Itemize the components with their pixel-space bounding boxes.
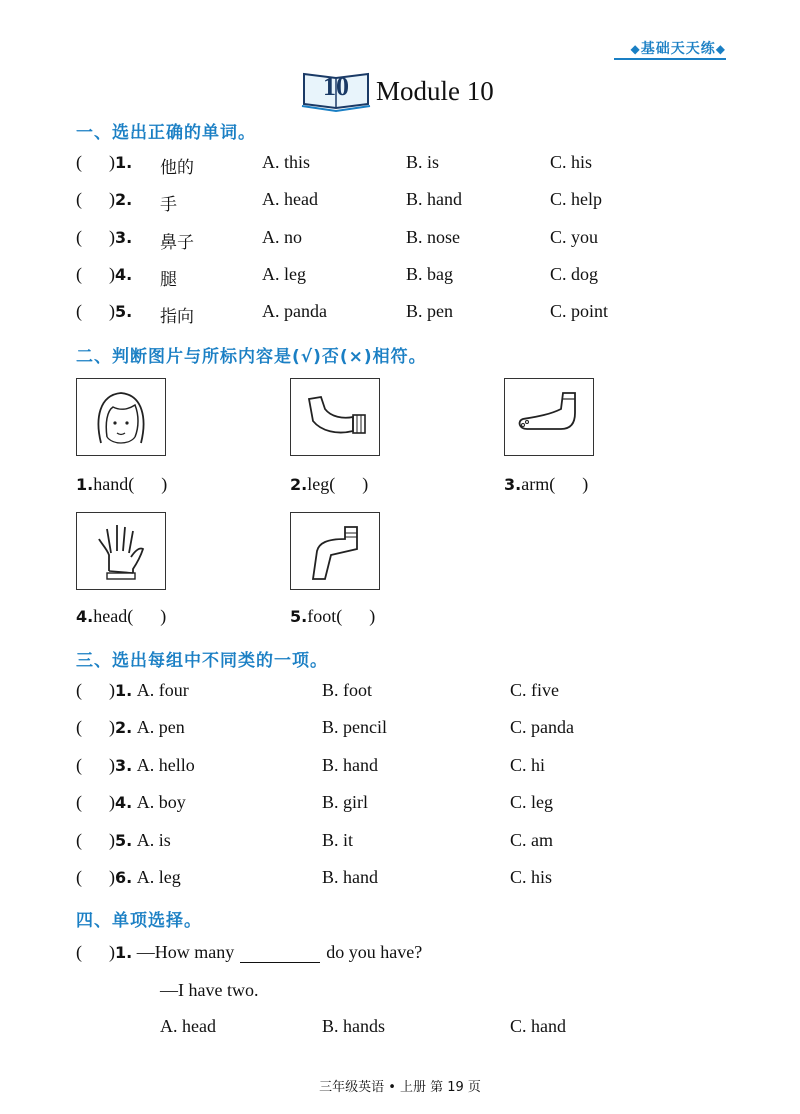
question-number: 3.	[115, 756, 133, 775]
picture-caption	[504, 474, 588, 495]
question-number: 5.	[115, 302, 133, 321]
option-a: A. pen	[136, 717, 185, 737]
option-a: A. this	[262, 152, 311, 172]
answer-blank[interactable]: ( )	[76, 264, 115, 284]
caption-word: hand	[93, 474, 129, 494]
picture-caption	[76, 474, 167, 495]
picture-box	[290, 512, 380, 590]
answer-blank[interactable]: ( )	[127, 606, 167, 626]
question-text-end: do you have?	[326, 942, 423, 962]
option-b: B. it	[322, 830, 354, 850]
option-a: A. is	[136, 830, 171, 850]
section2-heading: 二、判断图片与所标内容是(√)否(×)相符。	[76, 347, 427, 367]
option-c: C. five	[510, 680, 559, 700]
chinese-word: 手	[160, 195, 177, 215]
option-a: A. no	[262, 227, 302, 247]
question-number: 5.	[290, 607, 308, 626]
picture-box	[290, 378, 380, 456]
question-number: 6.	[115, 868, 133, 887]
option-b: B. pen	[406, 301, 453, 321]
answer-blank[interactable]: ( )	[76, 755, 115, 775]
option-c: C. am	[510, 830, 553, 850]
option-b: B. bag	[406, 264, 453, 284]
option-a: A. boy	[136, 792, 186, 812]
question-row	[76, 301, 132, 322]
question-row	[76, 680, 189, 701]
question-number: 4.	[76, 607, 94, 626]
fill-blank[interactable]	[240, 944, 320, 963]
answer-blank[interactable]: ( )	[76, 942, 115, 962]
option-b: B. nose	[406, 227, 460, 247]
option-c: C. hi	[510, 755, 546, 775]
chinese-word: 指向	[160, 307, 194, 327]
arm-icon	[291, 379, 379, 455]
answer-blank[interactable]: ( )	[76, 301, 115, 321]
picture-caption	[290, 474, 368, 495]
question-row	[76, 189, 132, 210]
option-c: C. his	[510, 867, 553, 887]
answer-blank[interactable]: ( )	[549, 474, 589, 494]
answer-blank[interactable]: ( )	[76, 152, 115, 172]
option-b: B. girl	[322, 792, 369, 812]
option-c: C. hand	[510, 1016, 566, 1036]
question-row	[76, 152, 132, 173]
question-row	[76, 830, 171, 851]
option-c: C. help	[550, 189, 602, 209]
option-c: C. his	[550, 152, 593, 172]
foot-icon	[505, 379, 593, 455]
picture-caption	[76, 606, 166, 627]
series-banner	[631, 38, 726, 58]
banner-text: 基础天天练	[640, 41, 716, 57]
answer-blank[interactable]: ( )	[76, 867, 115, 887]
option-b: B. hands	[322, 1016, 385, 1036]
question-row	[76, 264, 132, 285]
caption-word: foot	[307, 606, 337, 626]
option-b: B. is	[406, 152, 440, 172]
question-number: 4.	[115, 793, 133, 812]
option-b: B. hand	[322, 755, 378, 775]
question-number: 3.	[504, 475, 522, 494]
option-c: C. dog	[550, 264, 599, 284]
answer-blank[interactable]: ( )	[76, 792, 115, 812]
option-a: A. head	[160, 1016, 216, 1036]
picture-box	[76, 512, 166, 590]
question-number: 1.	[115, 153, 133, 172]
option-b: B. pencil	[322, 717, 387, 737]
page-title: Module 10	[376, 76, 494, 106]
answer-line: —I have two.	[160, 980, 259, 1000]
option-c: C. leg	[510, 792, 553, 812]
answer-blank[interactable]: ( )	[76, 189, 115, 209]
question-number: 1.	[76, 475, 94, 494]
answer-blank[interactable]: ( )	[76, 830, 115, 850]
option-b: B. foot	[322, 680, 373, 700]
question-row	[76, 792, 186, 813]
chinese-word: 腿	[160, 270, 177, 290]
answer-blank[interactable]: ( )	[76, 227, 115, 247]
option-a: A. hello	[136, 755, 195, 775]
question-number: 5.	[115, 831, 133, 850]
question-number: 1.	[115, 943, 133, 962]
question-row	[76, 755, 195, 776]
option-b: B. hand	[322, 867, 378, 887]
option-a: A. head	[262, 189, 318, 209]
question-number: 2.	[115, 718, 133, 737]
caption-word: leg	[307, 474, 330, 494]
question-number: 4.	[115, 265, 133, 284]
option-a: A. leg	[136, 867, 181, 887]
girl-face-icon	[77, 379, 165, 455]
picture-box	[504, 378, 594, 456]
section3-heading: 三、选出每组中不同类的一项。	[76, 651, 328, 671]
question-number: 2.	[115, 190, 133, 209]
question-row	[76, 227, 132, 248]
hand-icon	[77, 513, 165, 589]
page-footer: 三年级英语 • 上册 第 19 页	[319, 1080, 481, 1095]
option-c: C. point	[550, 301, 609, 321]
answer-blank[interactable]: ( )	[329, 474, 369, 494]
chinese-word: 鼻子	[160, 233, 194, 253]
caption-word: arm	[521, 474, 550, 494]
section4-heading: 四、单项选择。	[76, 911, 202, 931]
option-b: B. hand	[406, 189, 462, 209]
answer-blank[interactable]: ( )	[76, 680, 115, 700]
section1-heading: 一、选出正确的单词。	[76, 123, 256, 143]
answer-blank[interactable]: ( )	[336, 606, 376, 626]
caption-word: head	[93, 606, 128, 626]
chinese-word: 他的	[160, 158, 194, 178]
question-row	[76, 717, 185, 738]
option-a: A. panda	[262, 301, 327, 321]
option-a: A. leg	[262, 264, 306, 284]
question-number: 2.	[290, 475, 308, 494]
answer-blank[interactable]: ( )	[128, 474, 168, 494]
picture-caption	[290, 606, 375, 627]
question-number: 3.	[115, 228, 133, 247]
leg-icon	[291, 513, 379, 589]
picture-box	[76, 378, 166, 456]
option-c: C. you	[550, 227, 599, 247]
option-c: C. panda	[510, 717, 574, 737]
question-row	[76, 942, 422, 963]
diamond-icon: ◆	[715, 42, 726, 56]
answer-blank[interactable]: ( )	[76, 717, 115, 737]
question-row	[76, 867, 181, 888]
module-number: 10	[323, 72, 349, 101]
question-number: 1.	[115, 681, 133, 700]
banner-underline	[614, 58, 726, 60]
option-a: A. four	[136, 680, 189, 700]
question-text: —How many	[136, 942, 235, 962]
diamond-icon: ◆	[630, 42, 641, 56]
